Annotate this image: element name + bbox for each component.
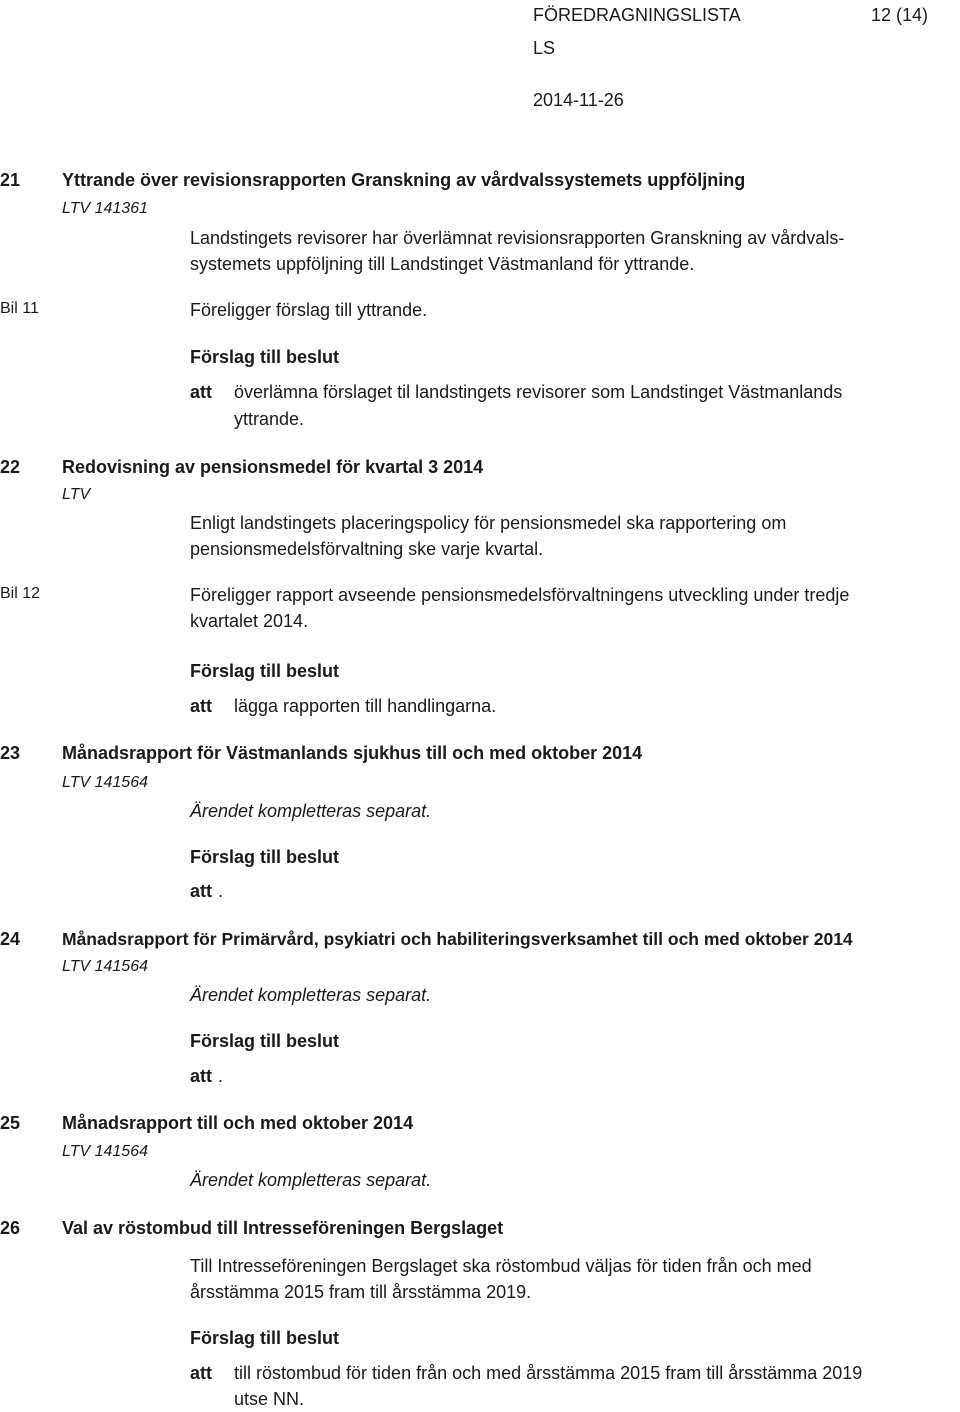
- item-title: Månadsrapport till och med oktober 2014: [62, 1113, 414, 1133]
- page-number: 12 (14): [871, 5, 929, 25]
- item-reference: LTV 141564: [62, 958, 148, 975]
- proposal-text: yttrande.: [234, 409, 305, 429]
- item-note: Föreligger förslag till yttrande.: [190, 300, 428, 320]
- item-reference: LTV 141564: [62, 774, 148, 791]
- proposal-text: överlämna förslaget til landstingets revisorer som Landstinget Västmanlands: [234, 382, 843, 402]
- item-note: Föreligger rapport avseende pensionsmedelsförvaltningens utveckling under tredje: [190, 585, 850, 605]
- proposal-heading: Förslag till beslut: [190, 1031, 340, 1051]
- proposal-text: .: [218, 881, 224, 901]
- proposal-heading: Förslag till beslut: [190, 1328, 340, 1348]
- item-body: Landstingets revisorer har överlämnat revisionsrapporten Granskning av vårdvals-: [190, 228, 845, 248]
- att-label: att: [190, 1066, 212, 1086]
- item-title: Val av röstombud till Intresseföreningen Bergslaget: [62, 1218, 504, 1238]
- item-reference: LTV 141361: [62, 200, 148, 217]
- item-note: Ärendet kompletteras separat.: [190, 801, 432, 821]
- item-body: Till Intresseföreningen Bergslaget ska röstombud väljas för tiden från och med: [190, 1256, 812, 1276]
- proposal-text: lägga rapporten till handlingarna.: [234, 696, 497, 716]
- item-note: Ärendet kompletteras separat.: [190, 985, 432, 1005]
- proposal-heading: Förslag till beslut: [190, 847, 340, 867]
- document-date: 2014-11-26: [533, 90, 624, 110]
- item-title: Yttrande över revisionsrapporten Granskning av vårdvalssystemets uppföljning: [62, 170, 746, 190]
- item-number: 24: [0, 929, 21, 949]
- att-label: att: [190, 382, 212, 402]
- attachment-label: Bil 11: [0, 300, 39, 317]
- item-title: Redovisning av pensionsmedel för kvartal 3 2014: [62, 457, 484, 477]
- item-note: Ärendet kompletteras separat.: [190, 1170, 432, 1190]
- item-body: Enligt landstingets placeringspolicy för pensionsmedel ska rapportering om: [190, 513, 787, 533]
- item-body: pensionsmedelsförvaltning ske varje kvartal.: [190, 539, 544, 559]
- item-title: Månadsrapport för Västmanlands sjukhus till och med oktober 2014: [62, 743, 643, 763]
- item-number: 23: [0, 743, 21, 763]
- organization: LS: [533, 38, 556, 58]
- att-label: att: [190, 881, 212, 901]
- att-label: att: [190, 696, 212, 716]
- item-title: Månadsrapport för Primärvård, psykiatri och habiliteringsverksamhet till och med oktober 2014: [62, 929, 853, 949]
- item-reference: LTV: [62, 486, 91, 503]
- att-label: att: [190, 1363, 212, 1383]
- item-number: 21: [0, 170, 21, 190]
- item-body: systemets uppföljning till Landstinget Västmanland för yttrande.: [190, 254, 695, 274]
- document-type: FÖREDRAGNINGSLISTA: [533, 5, 741, 25]
- attachment-label: Bil 12: [0, 585, 41, 602]
- proposal-text: .: [218, 1066, 224, 1086]
- item-body: årsstämma 2015 fram till årsstämma 2019.: [190, 1282, 532, 1302]
- item-reference: LTV 141564: [62, 1143, 148, 1160]
- proposal-heading: Förslag till beslut: [190, 347, 340, 367]
- item-number: 26: [0, 1218, 21, 1238]
- proposal-text: utse NN.: [234, 1389, 305, 1409]
- item-number: 25: [0, 1113, 21, 1133]
- item-number: 22: [0, 457, 21, 477]
- proposal-text: till röstombud för tiden från och med årsstämma 2015 fram till årsstämma 2019: [234, 1363, 863, 1383]
- proposal-heading: Förslag till beslut: [190, 661, 340, 681]
- item-note: kvartalet 2014.: [190, 611, 309, 631]
